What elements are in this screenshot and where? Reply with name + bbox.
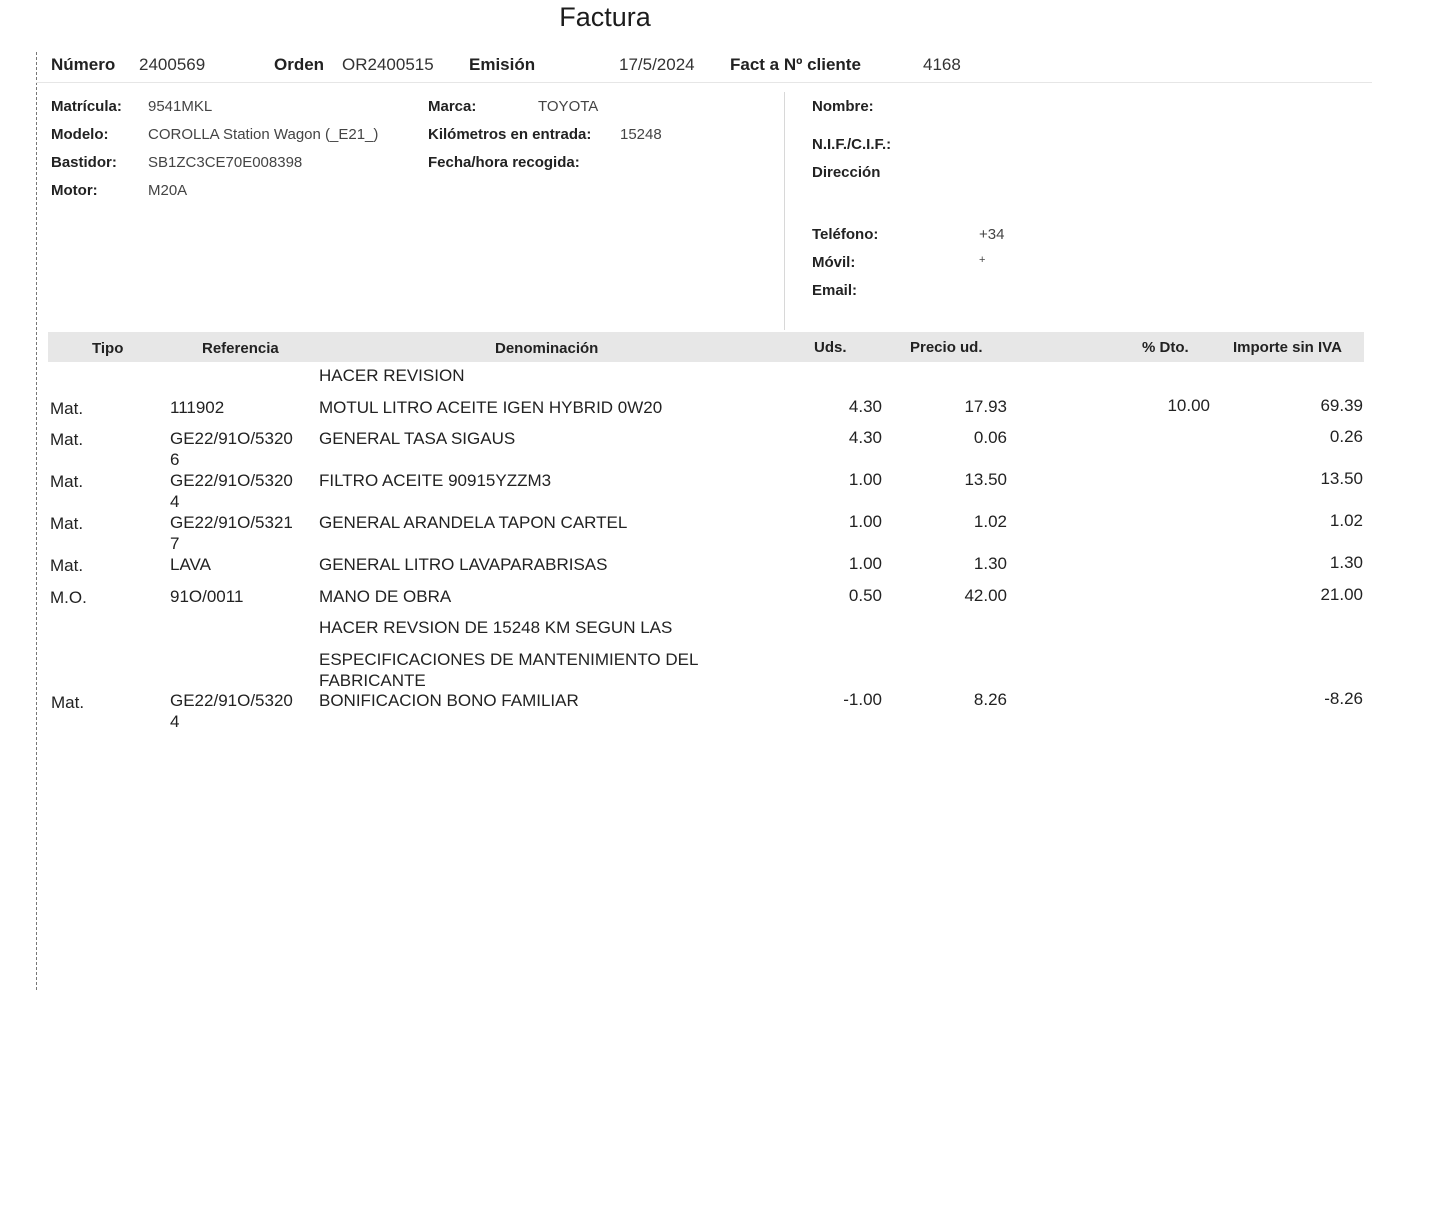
- bastidor-label: Bastidor:: [51, 154, 117, 171]
- line-tipo: Mat.: [50, 430, 84, 449]
- line-precio: 42.00: [964, 586, 1007, 605]
- emision-value: 17/5/2024: [619, 55, 695, 74]
- orden-label: Orden: [274, 55, 325, 74]
- line-dto: 10.00: [1167, 396, 1210, 415]
- line-desc: FILTRO ACEITE 90915YZZM3: [319, 471, 552, 490]
- col-tipo: Tipo: [92, 340, 124, 357]
- email-label: Email:: [812, 282, 858, 299]
- line-ref: GE22/91O/5321: [170, 513, 293, 532]
- line-ref-continuation: 7: [170, 534, 180, 553]
- line-uds: 4.30: [848, 428, 882, 447]
- bastidor-value: SB1ZC3CE70E008398: [148, 154, 303, 171]
- line-ref: GE22/91O/5320: [170, 691, 293, 710]
- modelo-value: COROLLA Station Wagon (_E21_): [148, 126, 379, 143]
- line-importe: 1.30: [1329, 553, 1363, 572]
- line-desc: BONIFICACION BONO FAMILIAR: [319, 691, 579, 710]
- line-ref: GE22/91O/5320: [170, 471, 293, 490]
- line-ref: 91O/0011: [170, 587, 244, 606]
- line-precio: 17.93: [964, 397, 1007, 416]
- line-desc: HACER REVISION: [319, 366, 465, 385]
- line-uds: -1.00: [843, 690, 882, 709]
- col-precio: Precio ud.: [910, 339, 983, 356]
- line-precio: 13.50: [964, 470, 1007, 489]
- line-ref-continuation: 4: [170, 492, 180, 511]
- line-desc: GENERAL ARANDELA TAPON CARTEL: [319, 513, 628, 532]
- line-uds: 4.30: [848, 397, 882, 416]
- numero-label: Número: [51, 55, 116, 74]
- telefono-label: Teléfono:: [812, 226, 879, 243]
- line-desc: GENERAL TASA SIGAUS: [319, 429, 516, 448]
- line-precio: 1.02: [973, 512, 1007, 531]
- marca-label: Marca:: [428, 98, 477, 115]
- line-ref-continuation: 4: [170, 712, 180, 731]
- fecha-recogida-label: Fecha/hora recogida:: [428, 154, 580, 171]
- line-tipo: M.O.: [50, 588, 87, 607]
- km-label: Kilómetros en entrada:: [428, 126, 592, 143]
- modelo-label: Modelo:: [51, 126, 109, 143]
- cliente-label: Fact a Nº cliente: [730, 55, 861, 74]
- line-uds: 0.50: [848, 586, 882, 605]
- line-importe: 21.00: [1320, 585, 1363, 604]
- line-tipo: Mat.: [50, 556, 84, 575]
- line-desc: MANO DE OBRA: [319, 587, 452, 606]
- line-desc: ESPECIFICACIONES DE MANTENIMIENTO DEL FABRICANTE: [319, 650, 698, 690]
- line-importe: 1.02: [1329, 511, 1363, 530]
- line-importe: -8.26: [1324, 689, 1363, 708]
- line-ref: GE22/91O/5320: [170, 429, 293, 448]
- line-precio: 1.30: [973, 554, 1007, 573]
- line-ref: LAVA: [170, 555, 211, 574]
- line-tipo: Mat.: [50, 399, 84, 418]
- col-importe: Importe sin IVA: [1233, 339, 1342, 356]
- marca-value: TOYOTA: [538, 98, 599, 115]
- page-title: Factura: [559, 2, 651, 32]
- emision-label: Emisión: [469, 55, 536, 74]
- matricula-label: Matrícula:: [51, 98, 122, 115]
- matricula-value: 9541MKL: [148, 98, 213, 115]
- col-referencia: Referencia: [202, 340, 279, 357]
- column-divider: [784, 92, 785, 330]
- numero-value: 2400569: [139, 55, 206, 74]
- line-ref-continuation: 6: [170, 450, 180, 469]
- header-divider: [36, 82, 1372, 83]
- line-uds: 1.00: [848, 554, 882, 573]
- nombre-label: Nombre:: [812, 98, 874, 115]
- km-value: 15248: [620, 126, 662, 143]
- movil-value: +: [979, 254, 986, 266]
- col-denominacion: Denominación: [495, 340, 599, 357]
- line-tipo: Mat.: [50, 514, 84, 533]
- movil-label: Móvil:: [812, 254, 856, 271]
- motor-value: M20A: [148, 182, 188, 199]
- line-ref: 111902: [170, 398, 225, 417]
- direccion-label: Dirección: [812, 164, 881, 181]
- col-dto: % Dto.: [1142, 339, 1189, 356]
- line-importe: 69.39: [1320, 396, 1363, 415]
- line-importe: 0.26: [1329, 427, 1363, 446]
- orden-value: OR2400515: [342, 55, 434, 74]
- line-precio: 0.06: [973, 428, 1007, 447]
- line-desc: MOTUL LITRO ACEITE IGEN HYBRID 0W20: [319, 398, 663, 417]
- line-importe: 13.50: [1320, 469, 1363, 488]
- cliente-value: 4168: [923, 55, 961, 74]
- line-precio: 8.26: [973, 690, 1007, 709]
- motor-label: Motor:: [51, 182, 98, 199]
- line-tipo: Mat.: [51, 693, 85, 712]
- line-tipo: Mat.: [50, 472, 84, 491]
- col-uds: Uds.: [814, 339, 847, 356]
- line-uds: 1.00: [848, 512, 882, 531]
- left-margin-rule: [36, 52, 37, 990]
- telefono-value: +34: [979, 226, 1005, 243]
- line-desc: HACER REVSION DE 15248 KM SEGUN LAS: [319, 618, 673, 637]
- nif-label: N.I.F./C.I.F.:: [812, 136, 892, 153]
- line-desc: GENERAL LITRO LAVAPARABRISAS: [319, 555, 608, 574]
- line-uds: 1.00: [848, 470, 882, 489]
